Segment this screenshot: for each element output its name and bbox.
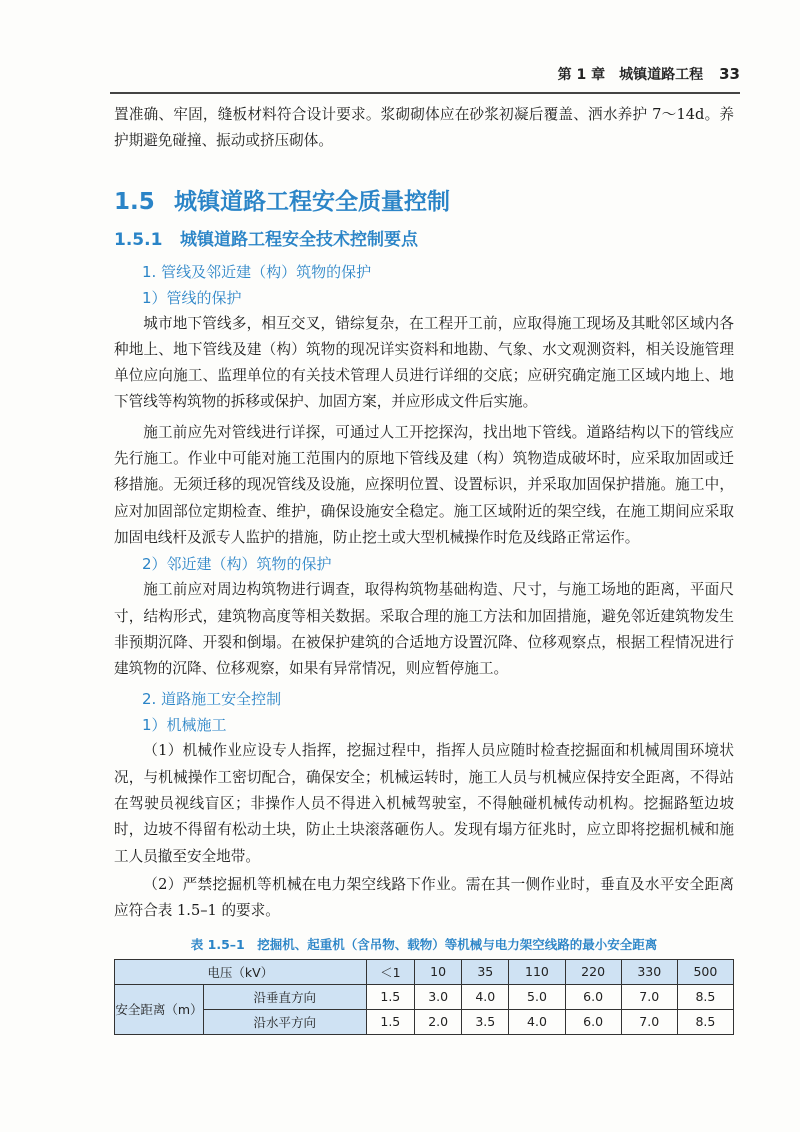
table-cell: 3.5 [462, 1009, 509, 1034]
table-cell: 8.5 [677, 984, 733, 1009]
table-cell: 4.0 [462, 984, 509, 1009]
distance-header: 安全距离（m） [115, 984, 204, 1034]
subsection-number: 1.5.1 [114, 229, 163, 250]
table-cell: 1.5 [366, 984, 414, 1009]
table-cell: 220 [565, 959, 621, 984]
table-cell: 4.0 [509, 1009, 565, 1034]
subsection-heading [114, 225, 734, 255]
table-cell: ＜1 [366, 959, 414, 984]
safety-distance-table [114, 959, 734, 1035]
paragraph: 施工前应先对管线进行详探，可通过人工开挖探沟，找出地下管线。道路结构以下的管线应先行施工。作业中可能对施工范围内的原地下管线及建（构）筑物造成破坏时，应采取加固或迁移措施。无须迁移的现况管线及设施，应探明位置、设置标识，并采取加固保护措施。施工中，应对加固部位定期检查、维护，确保设施安全稳定。施工区域附近的架空线，在施工期间应采取加固电线杆及派专人监护的措施，防止挖土或大型机械操作时危及线路正常运作。 [114, 423, 734, 546]
row-label: 沿垂直方向 [204, 984, 367, 1009]
page-number: 33 [719, 65, 740, 83]
table-cell: 8.5 [677, 1009, 733, 1034]
section-heading [114, 185, 734, 219]
paragraph: 城市地下管线多，相互交叉，错综复杂，在工程开工前，应取得施工现场及其毗邻区域内各种地上、地下管线及建（构）筑物的现况详实资料和地勘、气象、水文观测资料，相关设施管理单位应向施工、监理单位的有关技术管理人员进行详细的交底；应研究确定施工区域内地上、地下管线等构筑物的拆移或保护、加固方案，并应形成文件后实施。 [114, 314, 734, 411]
table-cell: 1.5 [366, 1009, 414, 1034]
part2-sub1-heading: 1）机械施工 [142, 716, 227, 735]
table-cell: 6.0 [565, 1009, 621, 1034]
paragraph: （1）机械作业应设专人指挥，挖掘过程中，指挥人员应随时检查挖掘面和机械周围环境状况，与机械操作工密切配合，确保安全；机械运转时，施工人员与机械应保持安全距离，不得站在驾驶员视线盲区；非操作人员不得进入机械驾驶室，不得触碰机械传动机构。挖掘路堑边坡时，边坡不得留有松动土块，防止土块滚落砸伤人。发现有塌方征兆时，应立即将挖掘机械和施工人员撤至安全地带。 [114, 742, 734, 865]
paragraph: 施工前应对周边构筑物进行调查，取得构筑物基础构造、尺寸，与施工场地的距离，平面尺寸，结构形式，建筑物高度等相关数据。采取合理的施工方法和加固措施，避免邻近建筑物发生非预期沉降、开裂和倒塌。在被保护建筑的合适地方设置沉降、位移观察点，根据工程情况进行建筑物的沉降、位移观察，如果有异常情况，则应暂停施工。 [114, 581, 734, 678]
part1-sub2-heading: 2）邻近建（构）筑物的保护 [142, 555, 332, 574]
table-cell: 110 [509, 959, 565, 984]
intro-paragraph: 置准确、牢固，缝板材料符合设计要求。浆砌砌体应在砂浆初凝后覆盖、洒水养护 7～14d。养护期避免碰撞、振动或挤压砌体。 [114, 106, 734, 150]
table-row [115, 1009, 734, 1034]
table-cell: 500 [677, 959, 733, 984]
row-label: 沿水平方向 [204, 1009, 367, 1034]
table-cell: 5.0 [509, 984, 565, 1009]
table-caption: 表 1.5–1 挖掘机、起重机（含吊物、载物）等机械与电力架空线路的最小安全距离 [190, 936, 658, 952]
table-row [115, 984, 734, 1009]
paragraph: （2）严禁挖掘机等机械在电力架空线路下作业。需在其一侧作业时，垂直及水平安全距离应符合表 1.5–1 的要求。 [114, 875, 734, 920]
table-cell: 6.0 [565, 984, 621, 1009]
section-number: 1.5 [114, 188, 155, 215]
part2-heading: 2. 道路施工安全控制 [142, 690, 282, 709]
table-cell: 7.0 [621, 984, 677, 1009]
table-cell: 3.0 [415, 984, 462, 1009]
voltage-header: 电压（kV） [115, 959, 367, 984]
subsection-title: 城镇道路工程安全技术控制要点 [180, 229, 418, 250]
table-cell: 10 [415, 959, 462, 984]
table-cell: 35 [462, 959, 509, 984]
table-cell: 2.0 [415, 1009, 462, 1034]
table-row [115, 959, 734, 984]
table-cell: 330 [621, 959, 677, 984]
part1-sub1-heading: 1）管线的保护 [142, 288, 242, 307]
header-rule [110, 92, 740, 94]
section-title: 城镇道路工程安全质量控制 [174, 188, 450, 215]
page-content [114, 102, 734, 1035]
table-cell: 7.0 [621, 1009, 677, 1034]
running-header [558, 64, 740, 84]
chapter-title: 第 1 章 城镇道路工程 [557, 67, 704, 83]
part1-heading: 1. 管线及邻近建（构）筑物的保护 [142, 262, 372, 281]
